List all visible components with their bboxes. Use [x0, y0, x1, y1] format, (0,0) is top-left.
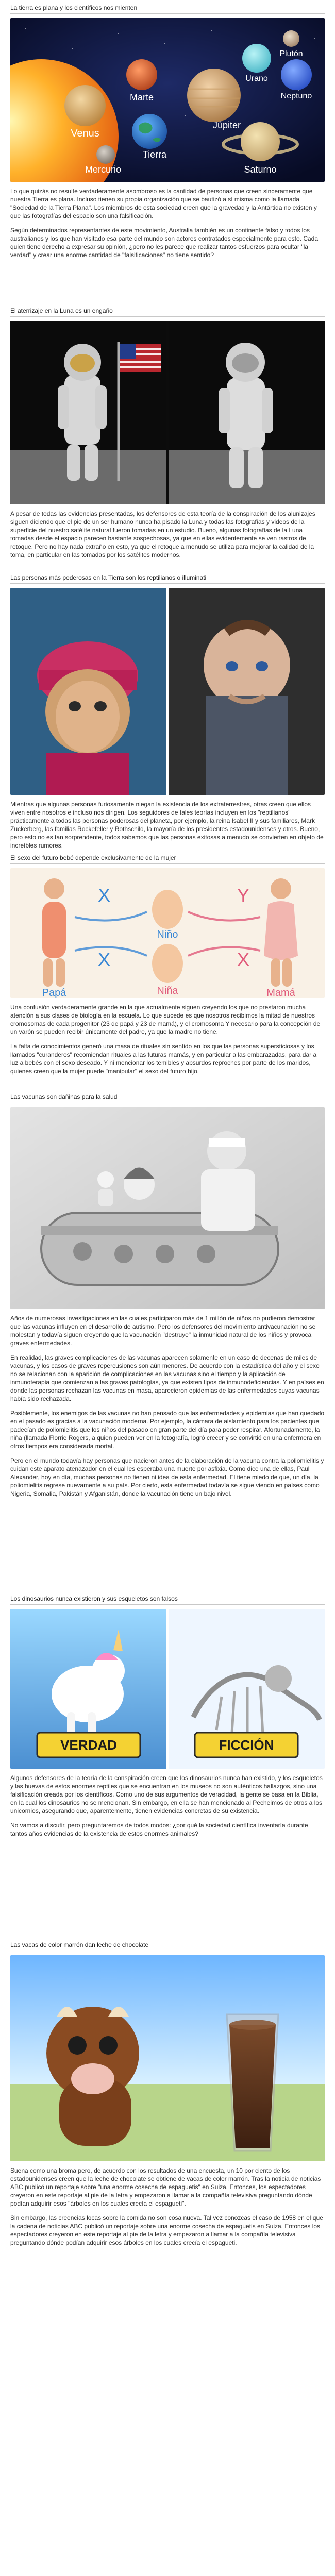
section-flat-earth [0, 0, 335, 265]
neptune-shape [281, 59, 312, 90]
milk-glass [227, 2014, 278, 2151]
vaccines-image [10, 1107, 325, 1309]
section-chocolate-milk [0, 1938, 335, 2253]
section-title: Los dinosaurios nunca existieron y sus esqueletos son falsos [10, 1592, 325, 1605]
section-title: El sexo del futuro bebé depende exclusivamente de la mujer [10, 851, 325, 864]
section-title: Las personas más poderosas en la Tierra son los reptilianos o illuminati [10, 571, 325, 584]
paragraph: Lo que quizás no resulte verdaderamente asombroso es la cantidad de personas que creen sinceramente que nuestra Tierra es plana. Incluso tienen su propia organización que se bautizó a sí misma como la llamada "Sociedad de la Tierra Plana". Los miembros de esta sociedad creen que la gravedad y la Antártida no existen y que las fotografías del espacio son una falsificación. [10, 188, 317, 219]
label-nina: Niña [157, 985, 178, 996]
paragraph: Sin embargo, las creencias locas sobre la comida no son cosa nueva. Tal vez conozcas el caso de 1958 en el que la cadena de noticias ABC publicó un reportaje sobre una enorme cosecha de espaguetis en Suiza. Entonces los espectadores creyeron en este reportaje al pie de la letra y empezaron a llamar a la compañía televisiva preguntando dónde podían adquirir esos árboles en los cuales crecía el espagueti. [10, 2214, 323, 2246]
section-baby-sex [0, 851, 335, 1081]
paragraph: Según determinados representantes de este movimiento, Australia también es un continente falso y todos los australianos y los que han visitado esa parte del mundo son actores contratados especialmente para esto. Cada quien tiene derecho a expresar su opinión, ¿pero no les parece que realizar tantos esfuerzos para ocultar "la verdad" y crear una enorme cantidad de "falsificaciones" no tiene sentido? [10, 227, 319, 259]
reptilians-image [10, 588, 325, 795]
section-vaccines [0, 1090, 335, 1504]
pluto-shape [283, 30, 299, 47]
chromosome-x-father-2: X [98, 949, 111, 970]
badge-verdad-text: VERDAD [60, 1737, 117, 1753]
paragraph: Años de numerosas investigaciones en las cuales participaron más de 1 millón de niños no pudieron demostrar que las vacunas influyen en el desarrollo de autismo. Pero los defensores del movimiento antivacunación no se molestan y todavía siguen creyendo que la vacunación "destruye" la inmunidad natural de los niños y provoca graves enfermedades. [10, 1315, 316, 1347]
paragraph: Posiblemente, los enemigos de las vacunas no han pensado que las enfermedades y epidemias que han quedado en el pasado es gracias a la vacunación moderna. Por ejemplo, la cámara de aislamiento para los pacientes que padecían de poliomielitis que los niños del pasado en gran parte del día para poder respirar. Afortunadamente, la niña (llamada Florrie Rogers, a quien pueden ver en la fotografía, logró crecer y se convirtió en una enfermera en otros tiempos era considerada mortal. [10, 1410, 325, 1450]
planet-label-jupiter: Júpiter [212, 120, 241, 130]
paragraph: La falta de conocimientos generó una masa de rituales sin sentido en los que las personas supersticiosas y los llamados "curanderos" recomiendan rituales a las futuras mamás, y en particular a las embarazadas, para dar a luz a bebés con el sexo deseado. Y ni mencionar los temibles y absurdos reproches por parte de los maridos, quienes creen que la mujer puede "manipular" el sexo del futuro hijo. [10, 1043, 317, 1075]
saturn-shape [241, 122, 280, 161]
planet-label-saturn: Saturno [244, 164, 277, 175]
chromosomes-illustration [10, 868, 325, 998]
uranus-shape [242, 44, 271, 73]
section-title: Las vacas de color marrón dan leche de chocolate [10, 1938, 325, 1951]
moon-landing-image [10, 321, 325, 504]
badge-ficcion-text: FICCIÓN [219, 1737, 274, 1753]
queen-figure [37, 641, 138, 795]
cow-figure [46, 2007, 139, 2146]
chromosome-x-father: X [98, 885, 111, 906]
badge-verdad [37, 1733, 140, 1757]
chocolate-cow-image [10, 1955, 325, 2161]
section-title: Las vacunas son dañinas para la salud [10, 1090, 325, 1103]
paragraph: En realidad, las graves complicaciones de las vacunas aparecen solamente en un caso de decenas de miles de vacunas, y los casos de graves repercusiones son aún menores. De acuerdo con la estadística del año y el sexo no se relacionan con la aparición de complicaciones en las vacunas sino el tiempo y la aplicación de inmunoterapia que comienzan a las graves patologías, ya que existen tipos de inmunodeficiencias. Y en países en donde las personas rechazan las vacunas en masa, aparecieron epidemias de las enfermedades cuyas vacunas había sido rechazada. [10, 1354, 324, 1402]
planet-label-earth: Tierra [142, 149, 167, 160]
planet-label-pluto: Plutón [279, 49, 303, 58]
baby-sex-image [10, 868, 325, 998]
planet-label-neptune: Neptuno [280, 92, 312, 100]
section-title: El aterrizaje en la Luna es un engaño [10, 304, 325, 317]
chromosome-y-mother: Y [237, 885, 250, 906]
mars-shape [126, 59, 157, 90]
paragraph: Algunos defensores de la teoría de la conspiración creen que los dinosaurios nunca han existido, y los esqueletos y las huevas de estos enormes reptiles que se encuentran en los museos no son auténticos hallazgos, sino una falsificación creada por los científicos. Como uno de sus argumentos de veracidad, la gente se basa en la Biblia, en la cual los dinosaurios no se mencionan. Sin embargo, en ella se han mencionado al Pecheimos de otros a los unicornios, asegurando que, aparentemente, tienen evidencias concretas de su existencia. [10, 1774, 323, 1815]
paragraph: Suena como una broma pero, de acuerdo con los resultados de una encuesta, un 10 por ciento de los estadounidenses creen que la leche de chocolate se obtiene de vacas de color marrón. Tras la noticia de noticias ABC publicó un reportaje sobre "una enorme cosecha de espaguetis" en Suiza. Entonces, los espectadores creyeron en este reportaje al pie de la letra y empezaron a llamar a la compañía televisiva preguntando dónde podían adquirir esos "árboles en los cuales crecía el espagueti". [10, 2167, 321, 2207]
section-moon-landing [0, 304, 335, 565]
paragraph: Pero en el mundo todavía hay personas que nacieron antes de la elaboración de la vacuna contra la poliomielitis y cuidan este aparato atenazador en el cual les esperaba una muerte por asfixia. Como dice una de ellas, Paul Alexander, hoy en día, muchas personas no tienen ni idea de esta enfermedad. El tiene miedo de que, un día, la poliomielitis regrese nuevamente a su país. Por cierto, esta enfermedad todavía se sigue viendo en países como Nigeria, Somalia, Pakistán y Afganistán, donde la vacunación tiene un bajo nivel. [10, 1457, 324, 1497]
paragraph: No vamos a discutir, pero preguntaremos de todos modos: ¿por qué la sociedad científica inventaría durante tantos años evidencias de la existencia de estos enormes animales? [10, 1822, 308, 1837]
mercury-shape [96, 145, 115, 164]
dinosaur-compare [10, 1609, 325, 1769]
paragraph: Una confusión verdaderamente grande en la que actualmente siguen creyendo los que no prestaron mucha atención a sus clases de biología en la escuela. Lo que sucede es que nosotros recibimos la mitad de nuestros cromosomas de cada progenitor (23 de papá y 23 de mamá), y el cromosoma Y necesario para la concepción de un varón se pueden recibir únicamente del padre, ya que la madre no tiene. [10, 1004, 321, 1036]
planet-label-uranus: Urano [245, 74, 268, 83]
moon-photos [10, 321, 325, 504]
paragraph: A pesar de todas las evidencias presentadas, los defensores de esta teoría de la conspiración de los alunizajes siguen diciendo que el pie de un ser humano nunca ha pisado la Luna y todas las fotografías y videos de la superficie del nuestro satélite natural fueron tomadas en un estudio. Bueno, algunas fotografías de la Luna tomadas desde el espacio parecen bastante sospechosas, ya que en ellas evidentemente se ven rastros de retoque. Pero no hay nada extraño en esto, ya que el retoque a menudo se utiliza para mejorar la calidad de la toma, en particular en las tomadas por los satélites modernos. [10, 510, 315, 558]
section-dinosaurs [0, 1592, 335, 1844]
planet-label-mercury: Mercurio [85, 164, 122, 175]
planets-image [10, 18, 325, 182]
planet-label-venus: Venus [71, 128, 99, 139]
cow-and-milk [10, 1955, 325, 2161]
chromosome-x-mother-2: X [237, 949, 250, 970]
zuckerberg-figure [204, 622, 290, 795]
section-reptilians [0, 571, 335, 856]
label-papa: Papá [42, 987, 66, 998]
venus-shape [64, 85, 106, 126]
label-mama: Mamá [266, 987, 295, 998]
planets-illustration [10, 18, 325, 182]
paragraph: Mientras que algunas personas furiosamente niegan la existencia de los extraterrestres, otras creen que ellos viven entre nosotros e incluso nos dirigen. Los seguidores de tales teorías incluyen en los "reptilianos" prácticamente a todas las personas poderosas del planeta, por ejemplo, la reina Isabel II y sus familiares, Mark Zuckerberg, las familias Rockefeller y Rothschild, la mayoría de los presidentes estadounidenses y otros. Bueno, pero esto no es tan sorprendente, todos sabemos que las personas exitosas a menudo se convierten en objeto de increíbles rumores. [10, 801, 324, 849]
section-title: La tierra es plana y los científicos nos mienten [10, 1, 325, 14]
dinosaurs-image [10, 1609, 325, 1769]
label-nino: Niño [157, 929, 178, 940]
planet-label-mars: Marte [129, 92, 154, 103]
badge-ficcion [195, 1733, 298, 1757]
jupiter-shape [187, 69, 241, 122]
polio-photo [10, 1107, 325, 1309]
reptilians-photos [10, 588, 325, 795]
